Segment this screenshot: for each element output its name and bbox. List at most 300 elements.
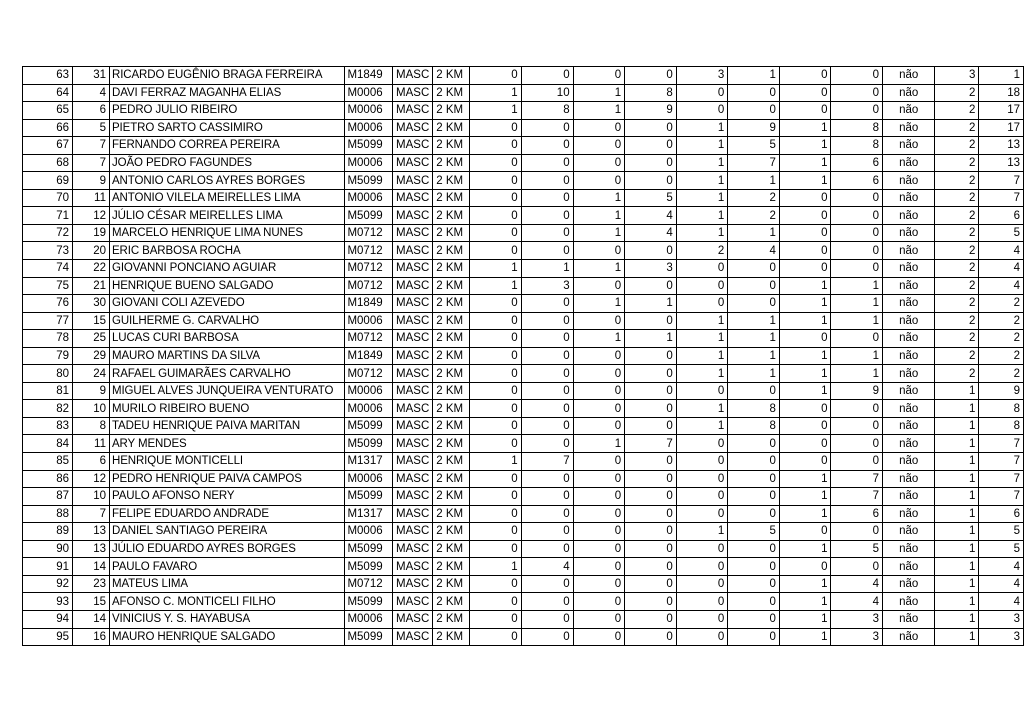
cell-sex: MASC — [393, 277, 433, 295]
table-row — [23, 628, 1024, 646]
cell-flag: não — [883, 610, 935, 628]
cell-v8: 0 — [831, 242, 883, 260]
cell-v7: 0 — [779, 417, 831, 435]
cell-flag: não — [883, 154, 935, 172]
cell-v3: 1 — [573, 435, 625, 453]
cell-cat: M1317 — [345, 505, 393, 523]
cell-num: 9 — [73, 172, 110, 190]
table-row — [23, 137, 1024, 155]
cell-name: MAURO MARTINS DA SILVA — [109, 347, 344, 365]
cell-v4: 0 — [625, 523, 677, 541]
table-row — [23, 558, 1024, 576]
cell-v8: 1 — [831, 295, 883, 313]
cell-v3: 0 — [573, 365, 625, 383]
cell-v4: 0 — [625, 242, 677, 260]
table-row — [23, 260, 1024, 278]
cell-a: 2 — [935, 189, 979, 207]
cell-a: 2 — [935, 137, 979, 155]
cell-v2: 0 — [521, 347, 573, 365]
cell-pos: 72 — [23, 224, 73, 242]
cell-sex: MASC — [393, 628, 433, 646]
cell-b: 7 — [979, 189, 1024, 207]
cell-b: 4 — [979, 558, 1024, 576]
cell-cat: M0712 — [345, 330, 393, 348]
cell-name: HENRIQUE MONTICELLI — [109, 453, 344, 471]
cell-name: MARCELO HENRIQUE LIMA NUNES — [109, 224, 344, 242]
cell-v6: 5 — [728, 137, 780, 155]
cell-name: JOÃO PEDRO FAGUNDES — [109, 154, 344, 172]
table-row — [23, 330, 1024, 348]
cell-a: 1 — [935, 610, 979, 628]
cell-v8: 0 — [831, 417, 883, 435]
cell-v1: 1 — [470, 558, 522, 576]
cell-v4: 0 — [625, 540, 677, 558]
cell-v1: 1 — [470, 260, 522, 278]
cell-v2: 0 — [521, 137, 573, 155]
cell-v2: 0 — [521, 435, 573, 453]
cell-cat: M5099 — [345, 540, 393, 558]
cell-b: 4 — [979, 593, 1024, 611]
cell-dist: 2 KM — [433, 154, 470, 172]
cell-v7: 1 — [779, 470, 831, 488]
cell-v1: 0 — [470, 575, 522, 593]
cell-v2: 0 — [521, 540, 573, 558]
cell-v6: 0 — [728, 575, 780, 593]
cell-v1: 0 — [470, 224, 522, 242]
cell-dist: 2 KM — [433, 610, 470, 628]
cell-flag: não — [883, 119, 935, 137]
cell-num: 11 — [73, 189, 110, 207]
cell-v3: 0 — [573, 137, 625, 155]
cell-b: 17 — [979, 102, 1024, 120]
cell-v2: 0 — [521, 575, 573, 593]
cell-v7: 1 — [779, 312, 831, 330]
cell-dist: 2 KM — [433, 260, 470, 278]
cell-cat: M0712 — [345, 224, 393, 242]
table-row — [23, 453, 1024, 471]
cell-b: 18 — [979, 84, 1024, 102]
cell-dist: 2 KM — [433, 137, 470, 155]
cell-flag: não — [883, 505, 935, 523]
cell-num: 10 — [73, 488, 110, 506]
cell-pos: 90 — [23, 540, 73, 558]
cell-pos: 75 — [23, 277, 73, 295]
cell-v6: 0 — [728, 540, 780, 558]
cell-name: MAURO HENRIQUE SALGADO — [109, 628, 344, 646]
cell-v6: 7 — [728, 154, 780, 172]
cell-pos: 70 — [23, 189, 73, 207]
cell-v8: 9 — [831, 382, 883, 400]
cell-num: 21 — [73, 277, 110, 295]
cell-v4: 0 — [625, 382, 677, 400]
cell-v3: 0 — [573, 417, 625, 435]
cell-num: 13 — [73, 540, 110, 558]
cell-a: 3 — [935, 67, 979, 85]
cell-v8: 0 — [831, 189, 883, 207]
cell-dist: 2 KM — [433, 488, 470, 506]
cell-v1: 0 — [470, 435, 522, 453]
cell-num: 5 — [73, 119, 110, 137]
cell-v3: 0 — [573, 382, 625, 400]
cell-v1: 0 — [470, 365, 522, 383]
cell-v8: 1 — [831, 277, 883, 295]
cell-v2: 0 — [521, 172, 573, 190]
cell-name: GIOVANNI PONCIANO AGUIAR — [109, 260, 344, 278]
cell-v4: 0 — [625, 470, 677, 488]
cell-v8: 0 — [831, 400, 883, 418]
cell-v7: 1 — [779, 488, 831, 506]
cell-b: 3 — [979, 610, 1024, 628]
cell-v4: 0 — [625, 505, 677, 523]
cell-name: GUILHERME G. CARVALHO — [109, 312, 344, 330]
cell-name: JÚLIO EDUARDO AYRES BORGES — [109, 540, 344, 558]
cell-dist: 2 KM — [433, 505, 470, 523]
cell-sex: MASC — [393, 593, 433, 611]
cell-name: DANIEL SANTIAGO PEREIRA — [109, 523, 344, 541]
cell-v7: 0 — [779, 242, 831, 260]
cell-flag: não — [883, 347, 935, 365]
cell-v3: 0 — [573, 488, 625, 506]
cell-pos: 81 — [23, 382, 73, 400]
cell-v4: 0 — [625, 400, 677, 418]
cell-name: HENRIQUE BUENO SALGADO — [109, 277, 344, 295]
table-row — [23, 382, 1024, 400]
cell-v4: 0 — [625, 558, 677, 576]
cell-v8: 8 — [831, 137, 883, 155]
cell-a: 1 — [935, 593, 979, 611]
cell-pos: 92 — [23, 575, 73, 593]
cell-name: PIETRO SARTO CASSIMIRO — [109, 119, 344, 137]
cell-pos: 85 — [23, 453, 73, 471]
cell-a: 1 — [935, 382, 979, 400]
cell-v4: 0 — [625, 347, 677, 365]
cell-v4: 0 — [625, 628, 677, 646]
cell-v3: 0 — [573, 470, 625, 488]
table-row — [23, 523, 1024, 541]
cell-v2: 0 — [521, 189, 573, 207]
cell-v7: 1 — [779, 505, 831, 523]
table-row — [23, 277, 1024, 295]
cell-num: 24 — [73, 365, 110, 383]
cell-sex: MASC — [393, 224, 433, 242]
cell-v8: 1 — [831, 312, 883, 330]
cell-a: 1 — [935, 558, 979, 576]
cell-v8: 7 — [831, 470, 883, 488]
cell-v7: 0 — [779, 435, 831, 453]
cell-v4: 0 — [625, 593, 677, 611]
cell-v8: 0 — [831, 67, 883, 85]
cell-dist: 2 KM — [433, 189, 470, 207]
cell-b: 4 — [979, 575, 1024, 593]
cell-flag: não — [883, 242, 935, 260]
cell-dist: 2 KM — [433, 365, 470, 383]
cell-b: 7 — [979, 470, 1024, 488]
cell-num: 6 — [73, 453, 110, 471]
cell-v7: 1 — [779, 119, 831, 137]
cell-a: 2 — [935, 295, 979, 313]
table-row — [23, 365, 1024, 383]
cell-v5: 0 — [676, 575, 728, 593]
cell-v7: 0 — [779, 207, 831, 225]
cell-v8: 0 — [831, 453, 883, 471]
cell-v5: 1 — [676, 365, 728, 383]
cell-pos: 95 — [23, 628, 73, 646]
cell-pos: 88 — [23, 505, 73, 523]
cell-flag: não — [883, 593, 935, 611]
cell-v5: 1 — [676, 119, 728, 137]
cell-num: 23 — [73, 575, 110, 593]
cell-a: 1 — [935, 575, 979, 593]
cell-flag: não — [883, 224, 935, 242]
cell-v7: 1 — [779, 277, 831, 295]
cell-v3: 0 — [573, 540, 625, 558]
cell-v1: 0 — [470, 382, 522, 400]
cell-v5: 0 — [676, 610, 728, 628]
cell-v6: 0 — [728, 260, 780, 278]
cell-dist: 2 KM — [433, 470, 470, 488]
cell-v2: 0 — [521, 610, 573, 628]
cell-cat: M0006 — [345, 312, 393, 330]
cell-flag: não — [883, 189, 935, 207]
table-row — [23, 593, 1024, 611]
cell-num: 22 — [73, 260, 110, 278]
cell-v4: 0 — [625, 575, 677, 593]
cell-num: 7 — [73, 137, 110, 155]
cell-v6: 1 — [728, 347, 780, 365]
cell-v8: 0 — [831, 207, 883, 225]
cell-cat: M0006 — [345, 84, 393, 102]
cell-v2: 8 — [521, 102, 573, 120]
cell-b: 7 — [979, 453, 1024, 471]
cell-name: AFONSO C. MONTICELI FILHO — [109, 593, 344, 611]
cell-v2: 0 — [521, 224, 573, 242]
cell-sex: MASC — [393, 558, 433, 576]
cell-pos: 86 — [23, 470, 73, 488]
cell-v7: 0 — [779, 400, 831, 418]
cell-num: 31 — [73, 67, 110, 85]
cell-b: 2 — [979, 330, 1024, 348]
cell-sex: MASC — [393, 610, 433, 628]
cell-v5: 1 — [676, 400, 728, 418]
cell-sex: MASC — [393, 154, 433, 172]
cell-dist: 2 KM — [433, 295, 470, 313]
cell-v7: 0 — [779, 453, 831, 471]
cell-pos: 82 — [23, 400, 73, 418]
cell-pos: 80 — [23, 365, 73, 383]
cell-name: MURILO RIBEIRO BUENO — [109, 400, 344, 418]
cell-v1: 0 — [470, 137, 522, 155]
cell-sex: MASC — [393, 119, 433, 137]
cell-v6: 2 — [728, 189, 780, 207]
cell-v2: 0 — [521, 488, 573, 506]
cell-cat: M1317 — [345, 453, 393, 471]
cell-v3: 1 — [573, 260, 625, 278]
cell-v7: 0 — [779, 523, 831, 541]
cell-a: 2 — [935, 207, 979, 225]
cell-v7: 0 — [779, 330, 831, 348]
cell-v2: 0 — [521, 207, 573, 225]
cell-flag: não — [883, 137, 935, 155]
cell-dist: 2 KM — [433, 347, 470, 365]
cell-b: 13 — [979, 137, 1024, 155]
cell-v5: 0 — [676, 628, 728, 646]
cell-v1: 0 — [470, 523, 522, 541]
cell-v1: 0 — [470, 488, 522, 506]
cell-dist: 2 KM — [433, 540, 470, 558]
cell-pos: 83 — [23, 417, 73, 435]
cell-cat: M0712 — [345, 575, 393, 593]
cell-b: 8 — [979, 417, 1024, 435]
cell-pos: 69 — [23, 172, 73, 190]
cell-v6: 8 — [728, 400, 780, 418]
cell-v7: 1 — [779, 610, 831, 628]
cell-name: TADEU HENRIQUE PAIVA MARITAN — [109, 417, 344, 435]
cell-num: 16 — [73, 628, 110, 646]
cell-v5: 1 — [676, 330, 728, 348]
cell-pos: 84 — [23, 435, 73, 453]
cell-v6: 2 — [728, 207, 780, 225]
cell-v4: 8 — [625, 84, 677, 102]
cell-v4: 0 — [625, 488, 677, 506]
cell-sex: MASC — [393, 382, 433, 400]
table-row — [23, 470, 1024, 488]
cell-a: 2 — [935, 119, 979, 137]
cell-v5: 0 — [676, 470, 728, 488]
cell-sex: MASC — [393, 417, 433, 435]
cell-v1: 0 — [470, 330, 522, 348]
cell-v3: 1 — [573, 189, 625, 207]
cell-a: 1 — [935, 505, 979, 523]
cell-dist: 2 KM — [433, 558, 470, 576]
cell-dist: 2 KM — [433, 312, 470, 330]
cell-flag: não — [883, 365, 935, 383]
cell-num: 25 — [73, 330, 110, 348]
cell-num: 7 — [73, 505, 110, 523]
cell-v3: 0 — [573, 67, 625, 85]
cell-v6: 1 — [728, 312, 780, 330]
cell-flag: não — [883, 417, 935, 435]
cell-dist: 2 KM — [433, 84, 470, 102]
cell-a: 1 — [935, 540, 979, 558]
cell-a: 2 — [935, 172, 979, 190]
cell-v5: 0 — [676, 295, 728, 313]
table-row — [23, 67, 1024, 85]
cell-pos: 63 — [23, 67, 73, 85]
cell-v1: 0 — [470, 119, 522, 137]
cell-cat: M0006 — [345, 470, 393, 488]
cell-v2: 0 — [521, 505, 573, 523]
table-row — [23, 505, 1024, 523]
cell-a: 2 — [935, 347, 979, 365]
cell-v8: 3 — [831, 628, 883, 646]
cell-v6: 0 — [728, 610, 780, 628]
cell-v5: 0 — [676, 277, 728, 295]
cell-v7: 0 — [779, 224, 831, 242]
cell-v3: 0 — [573, 347, 625, 365]
cell-b: 2 — [979, 365, 1024, 383]
cell-num: 14 — [73, 610, 110, 628]
cell-v6: 0 — [728, 102, 780, 120]
cell-v1: 0 — [470, 172, 522, 190]
cell-v7: 0 — [779, 260, 831, 278]
cell-v3: 0 — [573, 610, 625, 628]
cell-pos: 65 — [23, 102, 73, 120]
cell-cat: M5099 — [345, 172, 393, 190]
cell-v6: 0 — [728, 84, 780, 102]
cell-v7: 0 — [779, 189, 831, 207]
cell-v2: 0 — [521, 365, 573, 383]
cell-dist: 2 KM — [433, 575, 470, 593]
cell-v2: 7 — [521, 453, 573, 471]
table-row — [23, 417, 1024, 435]
cell-b: 5 — [979, 224, 1024, 242]
cell-v6: 0 — [728, 628, 780, 646]
cell-b: 2 — [979, 312, 1024, 330]
cell-cat: M0712 — [345, 260, 393, 278]
cell-v7: 1 — [779, 172, 831, 190]
cell-v5: 1 — [676, 207, 728, 225]
cell-sex: MASC — [393, 575, 433, 593]
cell-v4: 4 — [625, 207, 677, 225]
cell-sex: MASC — [393, 242, 433, 260]
cell-flag: não — [883, 488, 935, 506]
cell-v5: 1 — [676, 189, 728, 207]
cell-v5: 0 — [676, 505, 728, 523]
cell-flag: não — [883, 400, 935, 418]
cell-b: 17 — [979, 119, 1024, 137]
cell-v4: 0 — [625, 277, 677, 295]
cell-sex: MASC — [393, 453, 433, 471]
cell-v2: 10 — [521, 84, 573, 102]
cell-a: 2 — [935, 277, 979, 295]
cell-flag: não — [883, 260, 935, 278]
cell-v1: 0 — [470, 628, 522, 646]
cell-cat: M0006 — [345, 382, 393, 400]
cell-v3: 1 — [573, 102, 625, 120]
cell-a: 1 — [935, 470, 979, 488]
cell-v6: 1 — [728, 365, 780, 383]
cell-v5: 0 — [676, 488, 728, 506]
cell-cat: M5099 — [345, 417, 393, 435]
cell-num: 8 — [73, 417, 110, 435]
cell-b: 3 — [979, 628, 1024, 646]
cell-sex: MASC — [393, 347, 433, 365]
cell-v3: 1 — [573, 330, 625, 348]
cell-v6: 1 — [728, 224, 780, 242]
cell-v3: 1 — [573, 84, 625, 102]
cell-v1: 0 — [470, 540, 522, 558]
cell-pos: 76 — [23, 295, 73, 313]
cell-dist: 2 KM — [433, 207, 470, 225]
cell-v7: 0 — [779, 84, 831, 102]
cell-v5: 1 — [676, 154, 728, 172]
cell-cat: M5099 — [345, 593, 393, 611]
cell-v4: 0 — [625, 172, 677, 190]
table-row — [23, 435, 1024, 453]
cell-v7: 1 — [779, 575, 831, 593]
cell-v6: 0 — [728, 558, 780, 576]
cell-v8: 0 — [831, 102, 883, 120]
table-row — [23, 312, 1024, 330]
cell-v1: 1 — [470, 102, 522, 120]
cell-cat: M0006 — [345, 400, 393, 418]
cell-v6: 5 — [728, 523, 780, 541]
cell-v2: 0 — [521, 628, 573, 646]
cell-v3: 0 — [573, 505, 625, 523]
cell-v7: 1 — [779, 154, 831, 172]
cell-b: 8 — [979, 400, 1024, 418]
cell-name: DAVI FERRAZ MAGANHA ELIAS — [109, 84, 344, 102]
